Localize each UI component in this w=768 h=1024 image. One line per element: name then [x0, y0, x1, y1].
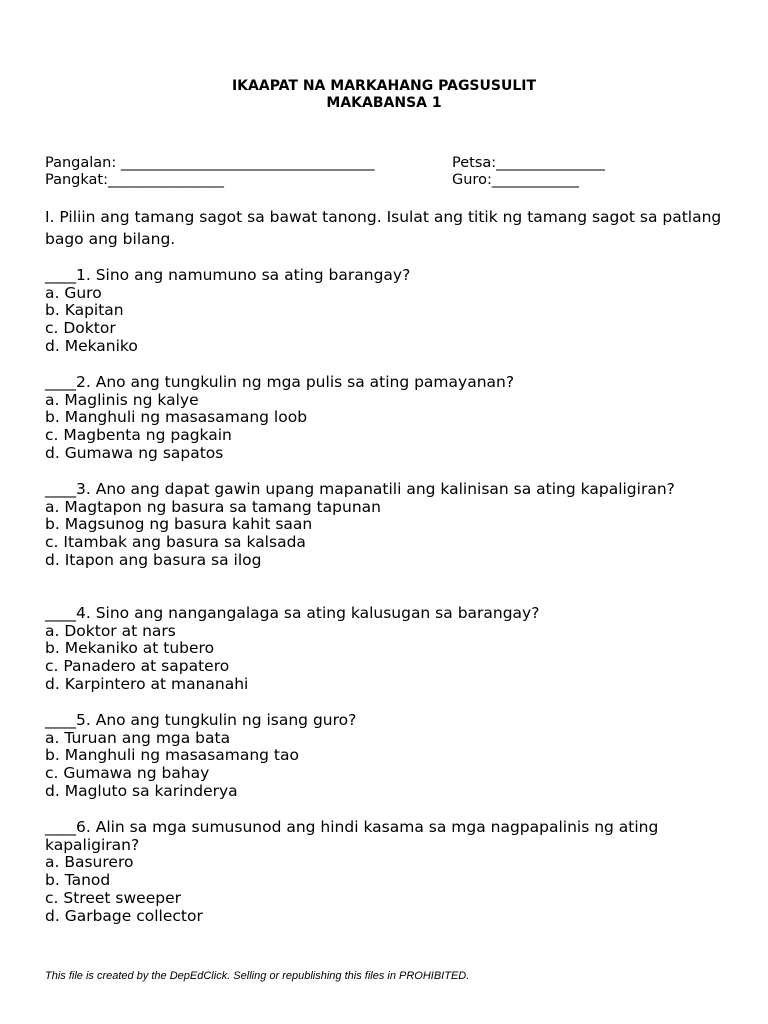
choice-c: c. Magbenta ng pagkain — [45, 426, 232, 445]
question-stem — [45, 819, 735, 854]
instructions: I. Piliin ang tamang sagot sa bawat tanong. Isulat ang titik ng tamang sagot sa patlang bago ang bilang. — [45, 208, 722, 248]
question-text: 1. Sino ang namumuno sa ating barangay? — [76, 266, 411, 284]
footer-note: This file is created by the DepEdClick. Selling or republishing this files in PROHIBITED. — [45, 970, 470, 982]
page-title: IKAAPAT NA MARKAHANG PAGSUSULIT — [231, 78, 537, 94]
question-text: 5. Ano ang tungkulin ng isang guro? — [76, 711, 357, 729]
answer-blank: ____ — [45, 818, 76, 836]
answer-blank: ____ — [45, 604, 76, 622]
answer-blank: ____ — [45, 266, 76, 284]
question-text: 2. Ano ang tungkulin ng mga pulis sa ating pamayanan? — [76, 373, 515, 391]
choice-a: a. Turuan ang mga bata — [45, 728, 231, 747]
petsa-field: Petsa:_______________ — [452, 155, 605, 171]
pangalan-field: Pangalan: ___________________________________ — [45, 155, 375, 171]
question-2 — [45, 374, 735, 463]
choice-a: a. Magtapon ng basura sa tamang tapunan — [45, 497, 381, 516]
choice-d: d. Karpintero at mananahi — [45, 674, 249, 693]
question-stem — [45, 267, 735, 285]
choice-b: b. Kapitan — [45, 301, 124, 320]
question-1 — [45, 267, 735, 356]
choice-c: c. Street sweeper — [45, 888, 181, 907]
guro-field: Guro:____________ — [452, 172, 579, 188]
choice-b: b. Manghuli ng masasamang tao — [45, 746, 299, 765]
choice-c: c. Gumawa ng bahay — [45, 764, 210, 783]
choice-c: c. Panadero at sapatero — [45, 657, 230, 676]
choice-d: d. Garbage collector — [45, 906, 203, 925]
choice-c: c. Itambak ang basura sa kalsada — [45, 533, 306, 552]
page-subtitle: MAKABANSA 1 — [326, 95, 442, 111]
pangkat-field: Pangkat:________________ — [45, 172, 224, 188]
question-stem — [45, 712, 735, 730]
choice-d: d. Gumawa ng sapatos — [45, 443, 224, 462]
choice-a: a. Maglinis ng kalye — [45, 390, 199, 409]
question-stem — [45, 481, 735, 499]
question-5 — [45, 712, 735, 801]
answer-blank: ____ — [45, 373, 76, 391]
choice-d: d. Magluto sa karinderya — [45, 781, 238, 800]
answer-blank: ____ — [45, 711, 76, 729]
question-4 — [45, 605, 735, 694]
choice-b: b. Tanod — [45, 871, 111, 890]
question-text: 6. Alin sa mga sumusunod ang hindi kasama sa mga nagpapalinis ng ating kapaligiran? — [45, 818, 659, 854]
answer-blank: ____ — [45, 480, 76, 498]
choice-c: c. Doktor — [45, 319, 116, 338]
question-text: 4. Sino ang nangangalaga sa ating kalusugan sa barangay? — [76, 604, 540, 622]
choice-a: a. Basurero — [45, 853, 134, 872]
question-6 — [45, 819, 735, 925]
choice-b: b. Mekaniko at tubero — [45, 639, 215, 658]
choice-d: d. Mekaniko — [45, 336, 138, 355]
question-3 — [45, 481, 735, 570]
question-stem — [45, 374, 735, 392]
choice-a: a. Guro — [45, 283, 102, 302]
choice-d: d. Itapon ang basura sa ilog — [45, 550, 262, 569]
choice-b: b. Magsunog ng basura kahit saan — [45, 515, 313, 534]
choice-b: b. Manghuli ng masasamang loob — [45, 408, 308, 427]
question-stem — [45, 605, 735, 623]
question-text: 3. Ano ang dapat gawin upang mapanatili ang kalinisan sa ating kapaligiran? — [76, 480, 675, 498]
choice-a: a. Doktor at nars — [45, 621, 176, 640]
